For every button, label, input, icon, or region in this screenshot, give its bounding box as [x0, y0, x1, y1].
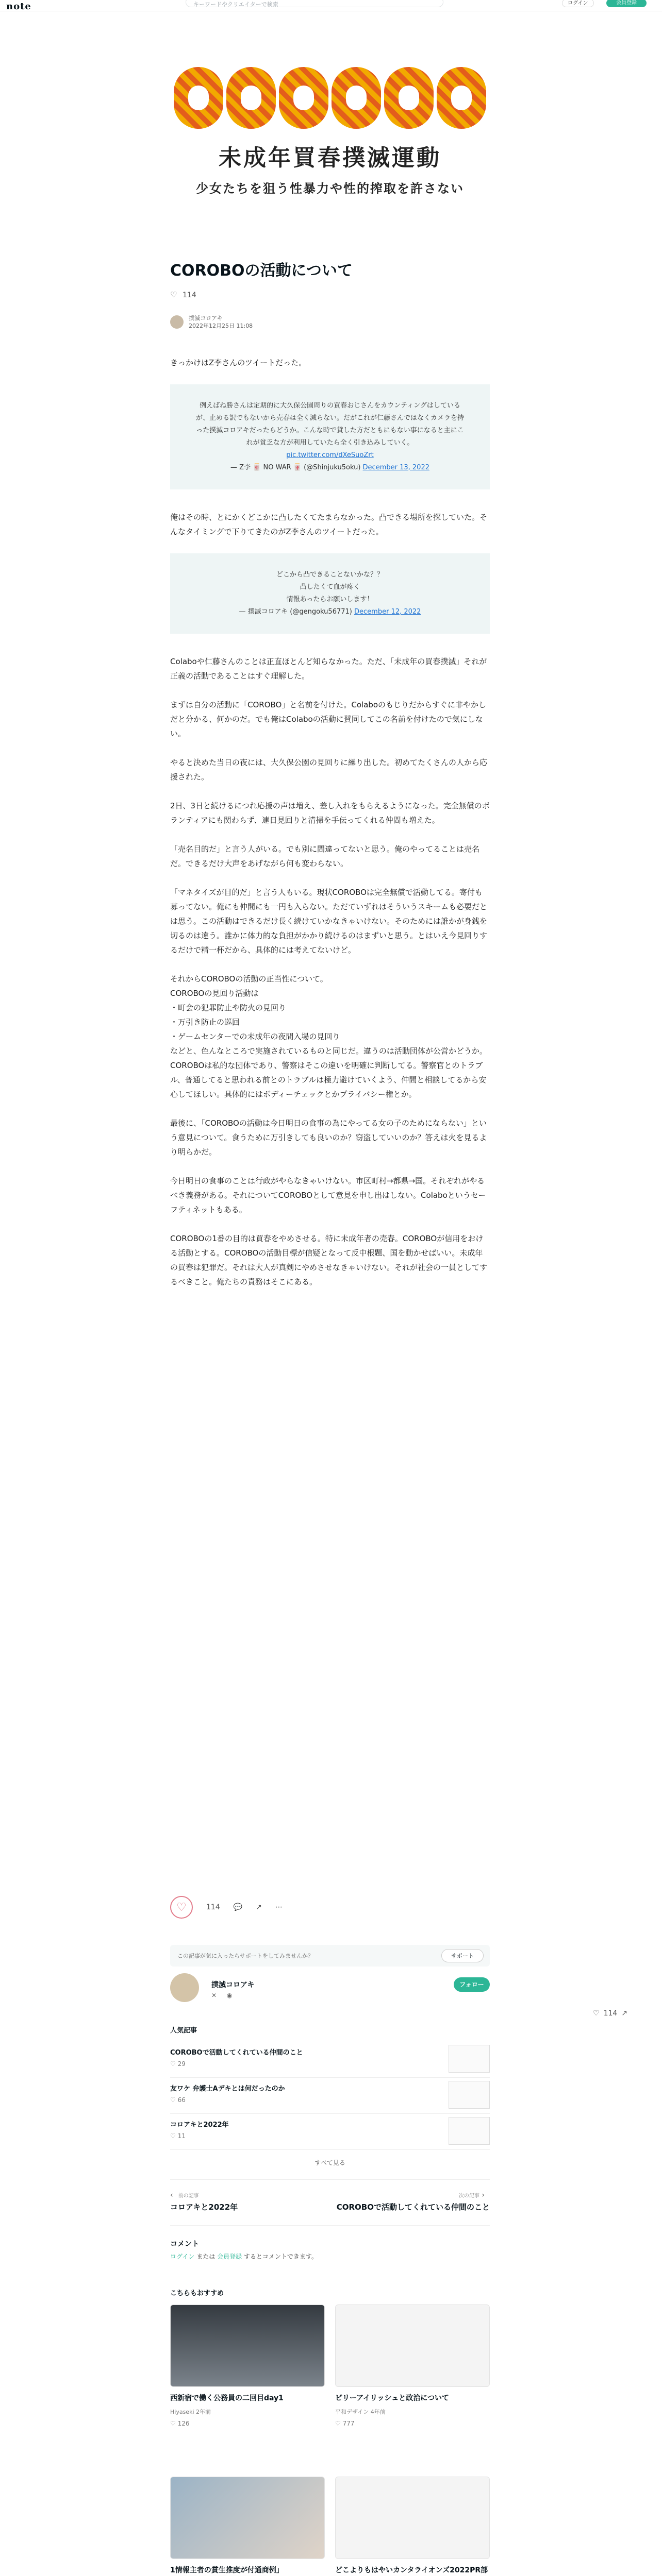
heart-icon [170, 292, 177, 299]
hero-banner [170, 67, 490, 216]
list-item: ・町会の犯罪防止や防火の見回り [170, 1003, 287, 1012]
next-article-title[interactable]: COROBOで活動してくれている仲間のこと [336, 2202, 490, 2212]
signup-button[interactable]: 会員登録 [606, 0, 647, 7]
popular-heading: 人気記事 [170, 2027, 197, 2035]
creator-name[interactable]: 撲滅コロアキ [211, 1981, 255, 1989]
rec-thumbnail[interactable] [170, 2304, 325, 2387]
creator-avatar[interactable] [170, 1973, 199, 2002]
note-logo[interactable]: note [6, 1, 31, 12]
see-all-link[interactable]: すべて見る [315, 2159, 345, 2166]
comments-heading: コメント [170, 2240, 199, 2248]
like-count: 114 [206, 1903, 220, 1911]
login-button[interactable]: ログイン [562, 0, 594, 7]
paragraph: 「売名目的だ」と言う人がいる。でも別に間違ってないと思う。俺のやってることは売名だ。できるだけ大声をあげながら何も変わらない。 [170, 844, 480, 868]
creator-card [170, 1973, 490, 2009]
rec-title[interactable]: 1情報主者の賞生推度が付通商例」 [170, 2566, 284, 2574]
list-heading: それからCOROBOの活動の正当性について。 [170, 974, 328, 984]
rec-title[interactable]: 西新宿で働く公務員の二回目day1 [170, 2394, 284, 2402]
popular-thumbnail[interactable] [449, 2045, 490, 2073]
recs-heading: こちらもおすすめ [170, 2290, 224, 2297]
chevron-left-icon: ‹ [170, 2191, 173, 2199]
tweet-line: どこから凸できることないかな？？ [276, 571, 384, 579]
rec-meta: 平和デザイン 4年前 [335, 2409, 386, 2415]
paragraph: 今日明日の食事のことは行政がやらなきゃいけない。市区町村→都県→国。それぞれがやるべき義務がある。それについてCOROBOとして意見を申し出はしない。Colaboというセーフティネットもある。 [170, 1176, 486, 1214]
rec-card[interactable] [170, 2304, 325, 2459]
list-item: ・万引き防止の巡回 [170, 1018, 240, 1027]
tweet-text: 例えばね勝さんは定期的に大久保公園周りの買春おじさんをカウンティングはしているが、止める訳でもないから売春は全く減らない。だがこれが仁藤さんではなくカメラを持った撲滅コロアキだったらどうか。こんな時で貸した方だともにもない事になると主にこれが貧乏な方が利用していたら全く引き込みしていく。 [196, 402, 465, 447]
prev-article-title[interactable]: コロアキと2022年 [170, 2202, 238, 2212]
tweet-line: 情報あったらお願いします！ [286, 596, 374, 603]
comment-login-link[interactable]: ログイン [170, 2253, 195, 2260]
paragraph: やると決めた当日の夜には、大久保公園の見回りに繰り出した。初めてたくさんの人から応援された。 [170, 758, 488, 782]
popular-thumbnail[interactable] [449, 2081, 490, 2109]
article-title: COROBOの活動について [170, 262, 353, 280]
tweet-pic-link[interactable]: pic.twitter.com/dXeSuoZrt [286, 451, 374, 459]
comment-icon[interactable]: 💬 [233, 1903, 243, 1911]
article-like-count[interactable] [170, 291, 196, 299]
paragraph: きっかけはZ李さんのツイートだった。 [170, 358, 307, 367]
rec-title[interactable]: どこよりもはやいカンタライオンズ2022PR部 [335, 2566, 488, 2574]
rec-likes: ♡ 777 [335, 2420, 355, 2427]
floating-like-count: 114 [603, 2009, 618, 2018]
paragraph: まずは自分の活動に「COROBO」と名前を付けた。Colaboのもじりだからすぐに非やかしだと分かる、何かのだ。でも俺はColaboの活動に賛同してこの名前を付けたので気にしない。 [170, 700, 487, 738]
article-body [170, 355, 490, 1303]
search-placeholder: キーワードやクリエイターで検索 [193, 1, 278, 8]
popular-item[interactable] [170, 2078, 490, 2114]
paragraph-list [170, 972, 490, 1101]
share-icon[interactable]: ↗ [256, 1903, 262, 1911]
follow-button[interactable]: フォロー [454, 1977, 490, 1992]
article-pager [170, 2179, 490, 2226]
popular-title[interactable]: コロアキと2022年 [170, 2121, 229, 2129]
hero-tagline: 少女たちを狙う性暴力や性的搾取を許さない [196, 181, 464, 196]
top-navigation-bar [0, 0, 662, 11]
list-lead: COROBOの見回り活動は [170, 989, 259, 998]
paragraph: 最後に、「COROBOの活動は今日明日の食事の為にやってる女の子のためにならない」という意見について。食うために万引きしても良いのか？窃盗していいのか？答えは火を見るより明らかだ。 [170, 1118, 487, 1157]
embedded-tweet[interactable] [170, 384, 490, 489]
support-prompt: この記事が気に入ったらサポートをしてみませんか？ [177, 1953, 313, 1959]
search-input[interactable] [186, 0, 443, 7]
popular-likes: ♡ 29 [170, 2060, 186, 2067]
popular-likes: ♡ 66 [170, 2096, 186, 2104]
chevron-right-icon: › [479, 2191, 485, 2199]
rec-card[interactable] [335, 2304, 490, 2459]
rec-card[interactable] [170, 2477, 325, 2576]
popular-likes: ♡ 11 [170, 2132, 186, 2140]
heart-icon: ♡ [593, 2009, 600, 2018]
heart-icon: ♡ [176, 1901, 187, 1914]
paragraph: Colaboや仁藤さんのことは正直ほとんど知らなかった。ただ、「未成年の買春撲滅」それが正義の活動であることはすぐ理解した。 [170, 657, 487, 681]
paragraph: 「マネタイズが目的だ」と言う人もいる。現状COROBOは完全無償で活動してる。寄付も募ってない。俺にも仲間にも一円も入らない。ただていずれはそういうスキームも必要だとは思う。この活動はできるだけ長く続けていかなきゃいけない。そのためには誰かが身銭を切るのは違う。誰かに体力的な負担がかかり続けるのはまずいと思う。とはいえ今見回りするだけで精一杯だから、具体的には考えてないけど。 [170, 888, 488, 955]
list-item: ・ゲームセンターでの未成年の夜間入場の見回り [170, 1032, 340, 1041]
paragraph: 俺はその時、とにかくどこかに凸したくてたまらなかった。凸できる場所を探していた。そんなタイミングで下りてきたのがZ李さんのツイートだった。 [170, 513, 488, 536]
recommendations [170, 2287, 490, 2576]
rec-thumbnail[interactable] [170, 2477, 325, 2559]
list-rest: などと、色んなところで実施されているものと同じだ。違うのは活動団体が公営かどうか。COROBOは私的な団体であり、警察はそこの違いを明確に判断してる。警察官とのトラブル、普通してると思われる前とのトラブルは極力避けていくよう、仲間と相談してるから安心してほしい。具体的にはボディーチェックとかプライバシー権とか。 [170, 1046, 487, 1099]
support-button[interactable]: サポート [441, 1949, 484, 1962]
share-icon[interactable]: ↗ [621, 2009, 628, 2018]
rec-card[interactable] [335, 2477, 490, 2576]
prev-article-link[interactable]: ‹ 前の記事 コロアキと2022年 [170, 2191, 238, 2212]
like-count: 114 [183, 291, 196, 299]
support-bar [170, 1945, 490, 1967]
next-article-link[interactable]: 次の記事 › COROBOで活動してくれている仲間のこと [336, 2191, 490, 2212]
tweet-line: 凸したくて血が疼く [300, 583, 360, 591]
author-avatar[interactable] [170, 315, 184, 329]
paragraph: 2日、3日と続けるにつれ応援の声は増え、差し入れをもらえるようになった。完全無償のボランティアにも関わらず、連日見回りと清掃を手伝ってくれる仲間も増えた。 [170, 801, 490, 825]
popular-title[interactable]: 友ワケ 弁護士Aデキとは何だったのか [170, 2085, 285, 2093]
popular-thumbnail[interactable] [449, 2117, 490, 2145]
comments-section: コメント ログイン または 会員登録 するとコメントできます。 [170, 2239, 318, 2261]
more-icon[interactable]: ⋯ [275, 1903, 283, 1911]
publish-date: 2022年12月25日 11:08 [189, 323, 253, 329]
hero-subtitle: 未成年買春撲滅運動 [219, 145, 441, 171]
tweet-author: — Z李 🀄 NO WAR 🀄 (@Shinjuku5oku) [230, 464, 363, 471]
social-icons[interactable]: ✕ ◉ [211, 1992, 237, 1999]
like-button[interactable] [170, 1896, 193, 1919]
rec-title[interactable]: ピリーアイリッシュと政治について [335, 2394, 449, 2402]
popular-item[interactable] [170, 2114, 490, 2150]
popular-articles [170, 2025, 490, 2167]
tweet-author: — 撲滅コロアキ (@gengoku56771) [239, 608, 354, 616]
rec-thumbnail[interactable] [335, 2477, 490, 2559]
article-actions [170, 1896, 283, 1919]
rec-meta: Hiyaseki 2年前 [170, 2409, 211, 2415]
embedded-tweet[interactable] [170, 553, 490, 634]
comment-register-link[interactable]: 会員登録 [217, 2253, 242, 2260]
tweet-date-link[interactable]: December 13, 2022 [362, 464, 429, 471]
paragraph: COROBOの1番の目的は買春をやめさせる。特に未成年者の売春。COROBOが信用をおける活動とする。COROBOの活動目標が信疑となって反中根題、国を動かせばいい。未成年の買春は犯罪だ。それは大人が真剣にやめさせなきゃいけない。それが社会の一員としてするべきこと。俺たちの責務はそこにある。 [170, 1234, 488, 1286]
popular-title[interactable]: COROBOで活動してくれている仲間のこと [170, 2049, 303, 2057]
corobo-logo [170, 67, 490, 129]
author-name[interactable]: 撲滅コロアキ [189, 315, 223, 321]
author-row[interactable] [170, 314, 253, 330]
floating-like[interactable] [593, 2009, 627, 2018]
tweet-date-link[interactable]: December 12, 2022 [354, 608, 421, 616]
rec-likes: ♡ 126 [170, 2420, 190, 2427]
popular-item[interactable] [170, 2042, 490, 2078]
rec-thumbnail[interactable] [335, 2304, 490, 2387]
